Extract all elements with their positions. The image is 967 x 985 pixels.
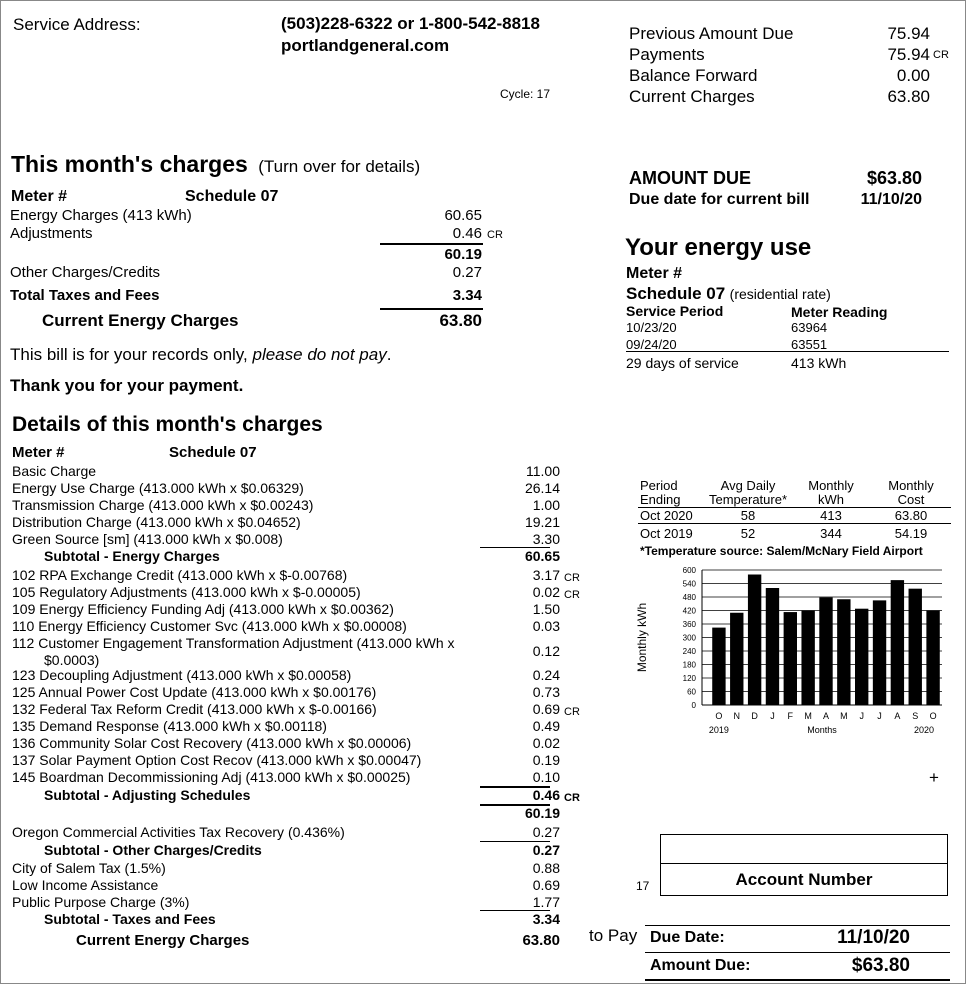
x-tick-label: S: [912, 711, 919, 721]
header-line: kWh: [818, 492, 844, 507]
current-energy-label: Current Energy Charges: [42, 311, 239, 330]
header-line: Period: [640, 478, 678, 493]
stub-amount-label: Amount Due:: [650, 957, 751, 974]
service-period-date: 09/24/20: [626, 337, 677, 352]
meter-reading-value: 63551: [791, 337, 828, 352]
detail-label: 105 Regulatory Adjustments (413.000 kWh x $-0.00005): [12, 584, 361, 600]
schedule-label: Schedule 07: [185, 188, 279, 205]
header-line: Cost: [897, 492, 925, 507]
detail-value: 60.19: [524, 805, 560, 821]
detail-value: 0.03: [532, 618, 560, 634]
detail-value: 0.73: [532, 684, 560, 700]
energy-charges-value: 60.65: [444, 207, 482, 224]
due-date-value: 11/10/20: [860, 191, 922, 208]
stub-amount-value: $63.80: [851, 955, 910, 976]
year-end-label: 2020: [913, 725, 935, 735]
stub-cycle: 17: [636, 879, 650, 893]
header-line: Temperature*: [708, 492, 788, 507]
detail-label: 136 Community Solar Cost Recovery (413.000 kWh x $0.00006): [12, 735, 412, 751]
summary-label: Current Charges: [629, 87, 755, 106]
summary-cr: CR: [933, 49, 949, 61]
summary-value: 63.80: [887, 87, 930, 106]
comparison-cost: 54.19: [894, 526, 928, 541]
y-tick-label: 240: [682, 647, 696, 656]
y-tick-label: 300: [682, 633, 696, 643]
divider: [480, 910, 550, 911]
energy-charges-label: Energy Charges (413 kWh): [10, 207, 192, 224]
cycle-label: Cycle: 17: [500, 87, 551, 101]
detail-value: 0.27: [532, 824, 560, 840]
bar: [766, 588, 779, 705]
current-energy-value: 63.80: [439, 311, 482, 330]
detail-label: Subtotal - Other Charges/Credits: [44, 842, 262, 858]
x-tick-label: D: [751, 711, 758, 721]
details-title: Details of this month's charges: [12, 413, 323, 436]
detail-label: Energy Use Charge (413.000 kWh x $0.06329): [12, 480, 304, 496]
bar: [730, 613, 743, 705]
energy-use-title: Your energy use: [625, 234, 812, 261]
energy-schedule-name: Schedule 07: [626, 284, 726, 303]
detail-label: City of Salem Tax (1.5%): [12, 860, 166, 876]
records-note-end: .: [386, 345, 392, 364]
divider: [480, 804, 550, 806]
detail-label: Oregon Commercial Activities Tax Recovery (0.436%): [12, 824, 345, 840]
detail-value: 0.02: [532, 584, 560, 600]
detail-label: Subtotal - Adjusting Schedules: [44, 787, 251, 803]
energy-schedule: [626, 284, 831, 304]
detail-label: Public Purpose Charge (3%): [12, 894, 190, 910]
summary-value: 75.94: [887, 24, 930, 43]
taxes-label: Total Taxes and Fees: [10, 287, 160, 304]
x-tick-label: J: [770, 711, 775, 721]
month-charges-title: This month's charges: [11, 151, 248, 177]
y-tick-label: 600: [682, 566, 696, 575]
summary-label: Previous Amount Due: [629, 24, 794, 43]
detail-cr: CR: [564, 706, 580, 718]
month-subtotal: 60.19: [444, 246, 482, 263]
detail-value: 0.10: [532, 769, 560, 785]
detail-value: 3.34: [532, 911, 560, 927]
header-line: Monthly: [808, 478, 854, 493]
detail-value: 19.21: [524, 514, 560, 530]
detail-value: 0.69: [532, 701, 560, 717]
detail-value: 63.80: [522, 932, 560, 949]
x-axis-label: Months: [807, 725, 837, 735]
bar: [873, 600, 886, 705]
detail-label: Green Source [sm] (413.000 kWh x $0.008): [12, 531, 283, 547]
divider: [645, 979, 950, 981]
website-link[interactable]: portlandgeneral.com: [281, 36, 450, 55]
detail-value: 0.69: [532, 877, 560, 893]
x-tick-label: O: [715, 711, 723, 721]
detail-label: Current Energy Charges: [76, 932, 250, 949]
detail-value: 1.00: [532, 497, 560, 513]
divider: [380, 243, 483, 245]
bar: [712, 628, 725, 705]
usage-chart: [620, 562, 950, 747]
bar: [926, 611, 939, 706]
detail-value: 0.88: [532, 860, 560, 876]
bar: [837, 599, 850, 705]
col-header-kwh: [800, 479, 862, 507]
account-number-label: Account Number: [735, 870, 873, 889]
to-pay-label: to Pay: [589, 926, 638, 945]
summary-value: 75.94: [887, 45, 930, 64]
header-line: Avg Daily: [720, 478, 776, 493]
adjustments-value: 0.46: [452, 225, 482, 242]
detail-label: 109 Energy Efficiency Funding Adj (413.000 kWh x $0.00362): [12, 601, 394, 617]
detail-label: Subtotal - Taxes and Fees: [44, 911, 216, 927]
stub-due-value: 11/10/20: [837, 927, 910, 948]
divider: [645, 925, 950, 926]
detail-label: 137 Solar Payment Option Cost Recov (413.000 kWh x $0.00047): [12, 752, 422, 768]
stub-due-label: Due Date:: [650, 929, 725, 946]
y-tick-label: 480: [682, 593, 696, 602]
year-start-label: 2019: [708, 725, 729, 735]
divider: [380, 308, 483, 310]
summary-label: Payments: [629, 45, 705, 64]
x-tick-label: M: [840, 711, 848, 721]
records-note-plain: This bill is for your records only,: [10, 345, 248, 364]
phone-number: (503)228-6322 or 1-800-542-8818: [281, 14, 540, 33]
x-tick-label: N: [733, 711, 741, 721]
thank-you-note: Thank you for your payment.: [10, 376, 244, 395]
detail-value: 0.46: [532, 787, 560, 803]
amount-due-label: AMOUNT DUE: [629, 168, 751, 188]
detail-value: 11.00: [526, 463, 560, 479]
detail-label: Transmission Charge (413.000 kWh x $0.00243): [12, 497, 314, 513]
detail-value: 3.17: [532, 567, 560, 583]
meter-label: Meter #: [11, 188, 68, 205]
adjustments-cr: CR: [487, 229, 503, 241]
y-tick-label: 120: [682, 674, 696, 683]
detail-label: 132 Federal Tax Reform Credit (413.000 kWh x $-0.00166): [12, 701, 377, 717]
col-header-cost: [878, 479, 944, 507]
account-number-box: [660, 834, 948, 864]
bar: [748, 575, 761, 706]
month-charges-subtitle: (Turn over for details): [258, 157, 421, 176]
detail-cr: CR: [564, 572, 580, 584]
x-tick-label: M: [804, 711, 812, 721]
detail-value: 0.27: [532, 842, 560, 858]
summary-value: 0.00: [896, 66, 930, 85]
comparison-cost: 63.80: [894, 508, 928, 523]
x-tick-label: J: [877, 711, 882, 721]
service-address-label: Service Address:: [13, 15, 141, 34]
other-charges-value: 0.27: [452, 264, 482, 281]
meter-reading-value: 63964: [791, 320, 828, 335]
other-charges-label: Other Charges/Credits: [10, 264, 161, 281]
detail-value: 0.02: [532, 735, 560, 751]
divider: [626, 351, 949, 352]
adjustments-label: Adjustments: [10, 225, 93, 242]
temperature-footnote: *Temperature source: Salem/McNary Field Airport: [640, 544, 923, 558]
bar: [855, 609, 868, 705]
divider: [645, 952, 950, 953]
detail-value: 3.30: [532, 531, 560, 547]
detail-cr: CR: [564, 792, 580, 804]
detail-value: 26.14: [524, 480, 560, 496]
detail-label: Distribution Charge (413.000 kWh x $0.04652): [12, 514, 301, 530]
divider: [638, 523, 951, 524]
energy-rate: (residential rate): [729, 286, 831, 302]
due-date-label: Due date for current bill: [629, 191, 810, 208]
detail-label: Subtotal - Energy Charges: [44, 548, 220, 564]
taxes-value: 3.34: [452, 287, 482, 304]
y-tick-label: 540: [682, 579, 696, 589]
month-charges-heading: [11, 151, 420, 178]
detail-value: 0.12: [532, 643, 560, 659]
details-meter-label: Meter #: [12, 444, 65, 461]
meter-reading-header: Meter Reading: [791, 304, 888, 320]
x-tick-label: F: [787, 711, 794, 721]
x-tick-label: J: [859, 711, 864, 721]
detail-value: 60.65: [524, 548, 560, 564]
detail-label: 102 RPA Exchange Credit (413.000 kWh x $-0.00768): [12, 567, 348, 583]
y-tick-label: 60: [687, 687, 696, 697]
divider: [480, 786, 550, 788]
bar: [891, 580, 904, 705]
col-header-period: [640, 479, 680, 507]
detail-cr: CR: [564, 589, 580, 601]
y-tick-label: 420: [682, 606, 696, 616]
detail-label-continued: $0.0003): [44, 652, 100, 668]
comparison-kwh: 344: [820, 526, 842, 541]
detail-label: 110 Energy Efficiency Customer Svc (413.000 kWh x $0.00008): [12, 618, 407, 634]
detail-label: 112 Customer Engagement Transformation Adjustment (413.000 kWh x: [12, 635, 455, 651]
header-line: Ending: [640, 492, 681, 507]
detail-value: 0.24: [532, 667, 560, 683]
detail-label: Basic Charge: [12, 463, 97, 479]
records-note: [10, 345, 391, 365]
details-schedule: Schedule 07: [169, 444, 257, 461]
amount-due-value: $63.80: [866, 168, 922, 188]
bar: [784, 612, 797, 705]
detail-label: Low Income Assistance: [12, 877, 159, 893]
detail-value: 0.19: [532, 752, 560, 768]
plus-icon: +: [929, 768, 939, 787]
bar: [801, 611, 814, 706]
detail-label: 135 Demand Response (413.000 kWh x $0.00118): [12, 718, 327, 734]
service-period-date: 10/23/20: [626, 320, 677, 335]
detail-label: 145 Boardman Decommissioning Adj (413.000 kWh x $0.00025): [12, 769, 411, 785]
x-tick-label: A: [894, 711, 901, 721]
comparison-temp: 58: [740, 508, 756, 523]
comparison-period: Oct 2019: [640, 526, 693, 541]
header-line: Monthly: [888, 478, 934, 493]
kwh-used: 413 kWh: [791, 355, 847, 371]
x-tick-label: O: [929, 711, 937, 721]
bar: [819, 597, 832, 705]
comparison-temp: 52: [740, 526, 756, 541]
x-tick-label: A: [822, 711, 830, 721]
records-note-italic: please do not pay: [252, 345, 387, 364]
comparison-kwh: 413: [820, 508, 842, 523]
service-period-header: Service Period: [626, 303, 724, 319]
divider: [480, 547, 550, 548]
detail-label: 123 Decoupling Adjustment (413.000 kWh x $0.00058): [12, 667, 352, 683]
detail-label: 125 Annual Power Cost Update (413.000 kWh x $0.00176): [12, 684, 377, 700]
divider: [480, 841, 550, 842]
days-of-service: 29 days of service: [626, 355, 739, 371]
detail-value: 0.49: [532, 718, 560, 734]
col-header-temperature: [705, 479, 791, 507]
bar: [909, 589, 922, 705]
y-tick-label: 180: [682, 660, 696, 670]
energy-meter-label: Meter #: [626, 265, 683, 282]
summary-label: Balance Forward: [629, 66, 758, 85]
y-tick-label: 0: [691, 701, 696, 710]
y-tick-label: 360: [682, 620, 696, 629]
y-axis-label: Monthly kWh: [635, 602, 649, 673]
comparison-period: Oct 2020: [640, 508, 693, 523]
detail-value: 1.77: [532, 894, 560, 910]
detail-value: 1.50: [532, 601, 560, 617]
